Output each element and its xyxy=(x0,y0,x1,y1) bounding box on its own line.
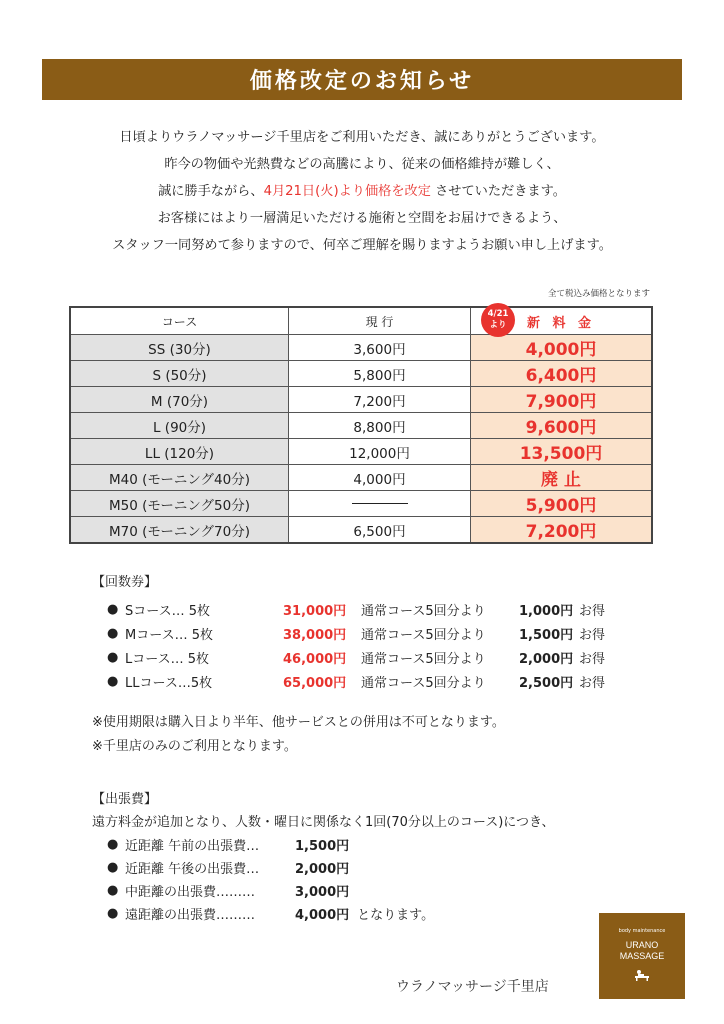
list-item xyxy=(107,833,434,856)
course-cell: S (50分) xyxy=(70,361,289,387)
shop-name: ウラノマッサージ千里店 xyxy=(396,979,549,995)
massage-icon xyxy=(634,966,650,985)
header-current: 現 行 xyxy=(289,307,471,335)
travel-fee-name: 近距離 午前の出張費… xyxy=(125,839,260,854)
bullet-icon: ● xyxy=(107,906,119,921)
travel-fee-tail: となります。 xyxy=(357,908,435,923)
ticket-note: 通常コース5回分より xyxy=(361,675,486,691)
header-new-price xyxy=(471,307,653,335)
current-price-cell: 3,600円 xyxy=(289,335,471,361)
ticket-price: 65,000円 xyxy=(283,675,347,691)
new-price-cell: 7,200円 xyxy=(471,517,653,544)
bullet-icon: ● xyxy=(107,883,119,898)
bullet-icon: ● xyxy=(107,649,119,665)
ticket-tail: お得 xyxy=(579,603,606,619)
list-item xyxy=(107,669,605,693)
ticket-note: 通常コース5回分より xyxy=(361,627,486,643)
table-row xyxy=(70,465,652,491)
new-price-cell: 9,600円 xyxy=(471,413,653,439)
current-price-cell: 6,500円 xyxy=(289,517,471,544)
current-price-cell: 5,800円 xyxy=(289,361,471,387)
travel-fee-amount: 1,500円 xyxy=(295,839,350,854)
intro-line-3 xyxy=(30,178,694,205)
list-item xyxy=(107,856,434,879)
new-price-cell: 廃 止 xyxy=(471,465,653,491)
ticket-tail: お得 xyxy=(579,627,606,643)
intro-text xyxy=(30,124,694,259)
table-row xyxy=(70,413,652,439)
shop-logo xyxy=(599,913,685,999)
current-price-cell: 7,200円 xyxy=(289,387,471,413)
note-line-1: ※使用期限は購入日より半年、他サービスとの併用は不可となります。 xyxy=(92,715,505,730)
intro-line-5: スタッフ一同努めて参りますので、何卒ご理解を賜りますようお願い申し上げます。 xyxy=(112,238,612,253)
intro-line-1: 日頃よりウラノマッサージ千里店をご利用いただき、誠にありがとうございます。 xyxy=(119,130,605,145)
ticket-name: Lコース… 5枚 xyxy=(125,651,209,667)
course-cell: M40 (モーニング40分) xyxy=(70,465,289,491)
ticket-tail: お得 xyxy=(579,651,606,667)
travel-fee-name: 近距離 午後の出張費… xyxy=(125,862,260,877)
ticket-list xyxy=(107,597,605,693)
logo-line-1: URANO xyxy=(625,939,659,950)
logo-subtitle: body maintenance xyxy=(618,927,666,934)
course-cell: M (70分) xyxy=(70,387,289,413)
bullet-icon: ● xyxy=(107,837,119,852)
ticket-price: 38,000円 xyxy=(283,627,347,643)
tickets-title: 【回数券】 xyxy=(92,575,158,590)
travel-fee-list xyxy=(107,833,434,925)
table-row xyxy=(70,439,652,465)
list-item xyxy=(107,645,605,669)
travel-fee-name: 遠距離の出張費……… xyxy=(125,908,256,923)
logo-line-2: MASSAGE xyxy=(619,950,665,961)
ticket-name: Sコース… 5枚 xyxy=(125,603,211,619)
travel-fee-name: 中距離の出張費……… xyxy=(125,885,256,900)
bullet-icon: ● xyxy=(107,860,119,875)
price-table xyxy=(69,306,653,544)
travel-fee-amount: 2,000円 xyxy=(295,862,350,877)
price-table-header xyxy=(70,307,652,335)
bullet-icon: ● xyxy=(107,673,119,689)
travel-fee-amount: 4,000円 xyxy=(295,908,350,923)
course-cell: SS (30分) xyxy=(70,335,289,361)
course-cell: M50 (モーニング50分) xyxy=(70,491,289,517)
page-title: 価格改定のお知らせ xyxy=(42,59,682,100)
ticket-price: 46,000円 xyxy=(283,651,347,667)
no-price-dash xyxy=(352,503,408,504)
ticket-notes xyxy=(92,711,505,759)
ticket-tail: お得 xyxy=(579,675,606,691)
current-price-cell xyxy=(289,491,471,517)
date-badge xyxy=(481,303,515,337)
travel-fee-amount: 3,000円 xyxy=(295,885,350,900)
ticket-saving: 2,500円 xyxy=(519,675,574,691)
travel-description: 遠方料金が追加となり、人数・曜日に関係なく1回(70分以上のコース)につき、 xyxy=(92,815,555,830)
tax-note: 全て税込み価格となります xyxy=(547,289,650,299)
ticket-note: 通常コース5回分より xyxy=(361,651,486,667)
intro-line-3-post: させていただきます。 xyxy=(435,184,566,199)
ticket-name: Mコース… 5枚 xyxy=(125,627,213,643)
ticket-note: 通常コース5回分より xyxy=(361,603,486,619)
new-price-cell: 13,500円 xyxy=(471,439,653,465)
list-item xyxy=(107,597,605,621)
ticket-saving: 2,000円 xyxy=(519,651,574,667)
date-badge-line1: 4/21 xyxy=(487,309,509,319)
travel-title: 【出張費】 xyxy=(92,792,158,807)
table-row xyxy=(70,335,652,361)
bullet-icon: ● xyxy=(107,601,119,617)
ticket-saving: 1,000円 xyxy=(519,603,574,619)
table-row xyxy=(70,517,652,544)
current-price-cell: 8,800円 xyxy=(289,413,471,439)
table-row xyxy=(70,361,652,387)
ticket-name: LLコース…5枚 xyxy=(125,675,213,691)
list-item xyxy=(107,902,434,925)
table-row xyxy=(70,491,652,517)
header-new-label: 新 料 金 xyxy=(526,315,596,331)
course-cell: LL (120分) xyxy=(70,439,289,465)
bullet-icon: ● xyxy=(107,625,119,641)
table-row xyxy=(70,387,652,413)
revision-date-highlight: 4月21日(火)より価格を改定 xyxy=(263,184,431,199)
ticket-saving: 1,500円 xyxy=(519,627,574,643)
new-price-cell: 7,900円 xyxy=(471,387,653,413)
header-course: コース xyxy=(70,307,289,335)
list-item xyxy=(107,879,434,902)
list-item xyxy=(107,621,605,645)
intro-line-2: 昨今の物価や光熱費などの高騰により、従来の価格維持が難しく、 xyxy=(164,157,560,172)
intro-line-4: お客様にはより一層満足いただける施術と空間をお届けできるよう、 xyxy=(157,211,567,226)
current-price-cell: 4,000円 xyxy=(289,465,471,491)
intro-line-3-pre: 誠に勝手ながら、 xyxy=(158,184,264,199)
note-line-2: ※千里店のみのご利用となります。 xyxy=(92,739,297,754)
ticket-price: 31,000円 xyxy=(283,603,347,619)
new-price-cell: 4,000円 xyxy=(471,335,653,361)
new-price-cell: 6,400円 xyxy=(471,361,653,387)
date-badge-line2: より xyxy=(489,320,507,330)
course-cell: L (90分) xyxy=(70,413,289,439)
current-price-cell: 12,000円 xyxy=(289,439,471,465)
new-price-cell: 5,900円 xyxy=(471,491,653,517)
course-cell: M70 (モーニング70分) xyxy=(70,517,289,544)
